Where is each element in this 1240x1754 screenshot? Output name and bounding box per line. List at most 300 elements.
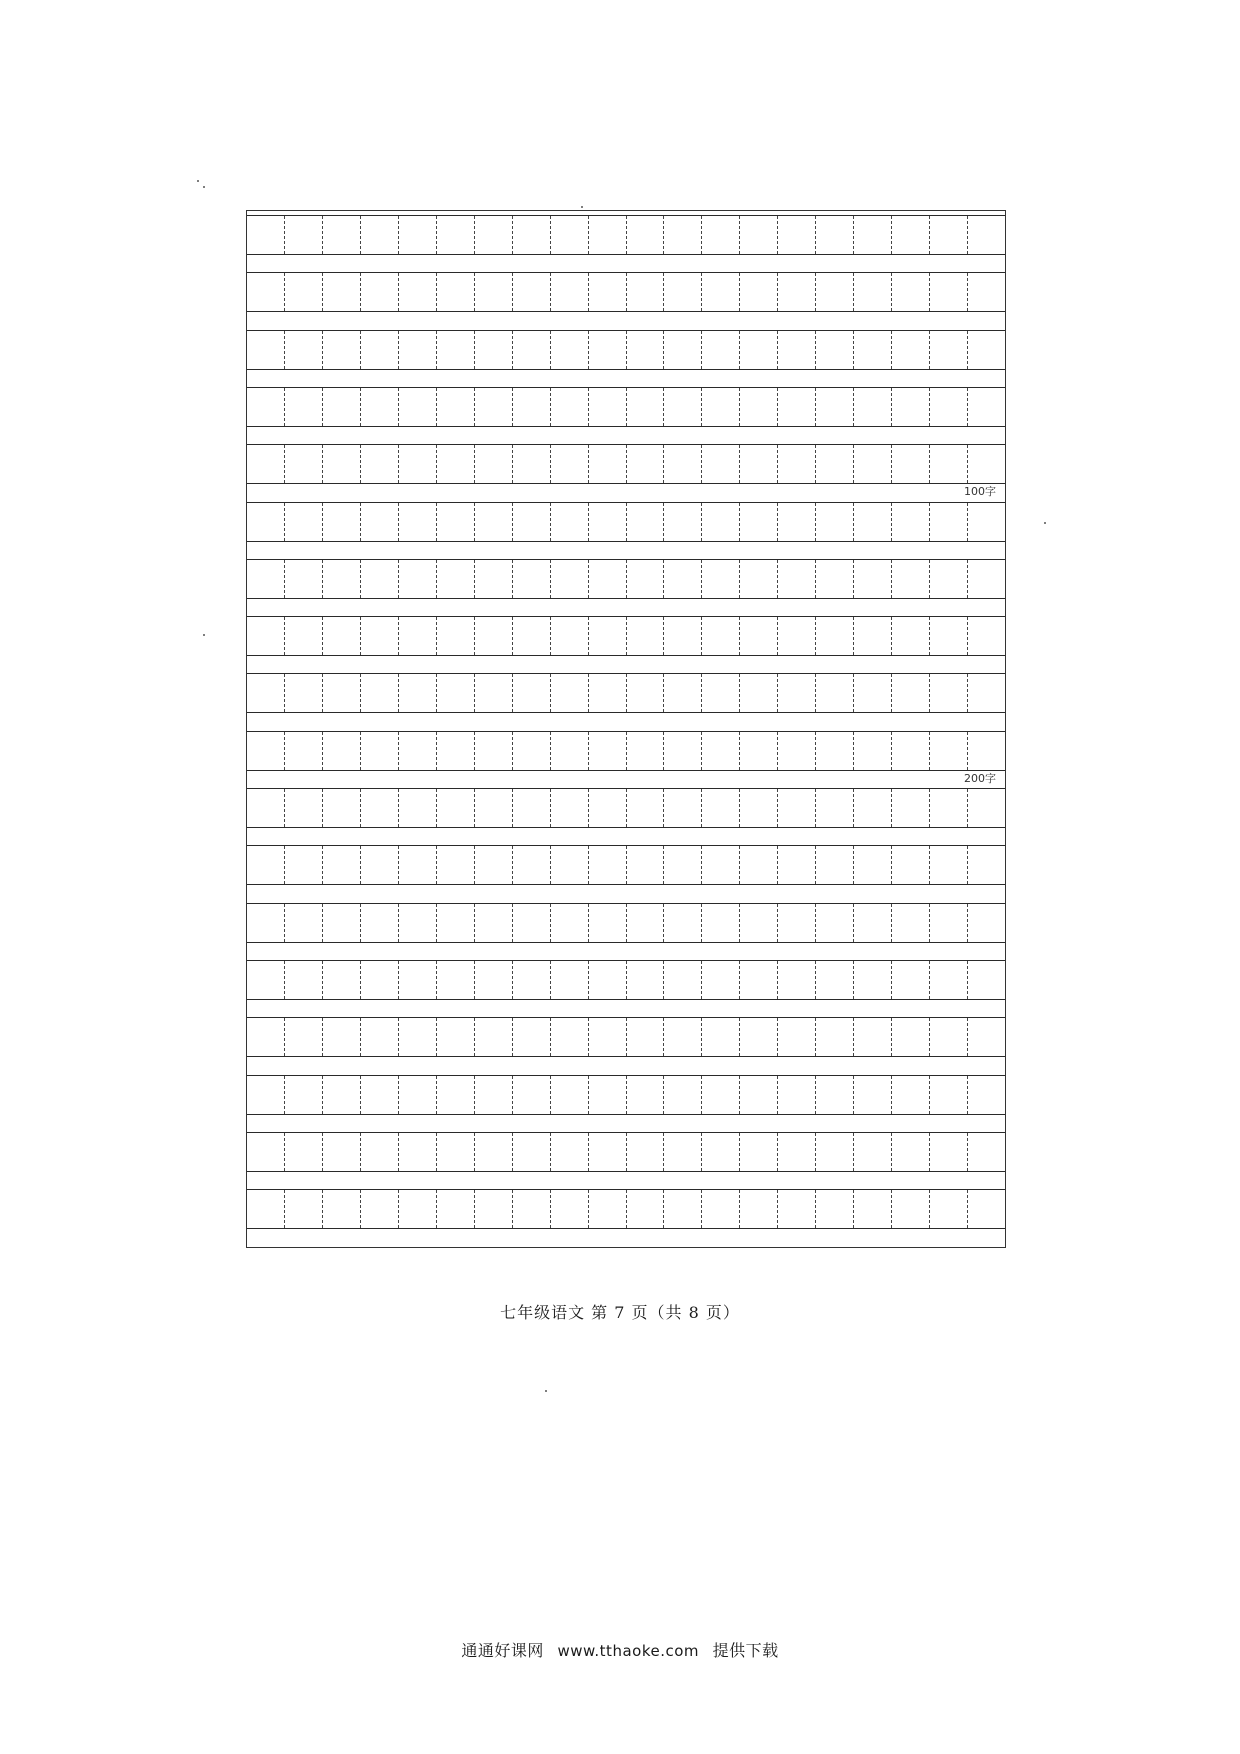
grid-cell[interactable] [816, 1190, 854, 1228]
grid-cell[interactable] [285, 1190, 323, 1228]
grid-cell[interactable] [778, 503, 816, 541]
grid-cell[interactable] [816, 216, 854, 254]
grid-cell[interactable] [247, 560, 285, 598]
grid-cell[interactable] [513, 331, 551, 369]
grid-cell[interactable] [399, 273, 437, 311]
grid-cell[interactable] [664, 388, 702, 426]
grid-cell[interactable] [513, 216, 551, 254]
grid-cell[interactable] [475, 904, 513, 942]
grid-cell[interactable] [437, 732, 475, 770]
grid-cell[interactable] [323, 617, 361, 655]
grid-cell[interactable] [589, 445, 627, 483]
grid-cell[interactable] [664, 1076, 702, 1114]
grid-cell[interactable] [399, 617, 437, 655]
grid-cell[interactable] [475, 732, 513, 770]
grid-cell[interactable] [323, 961, 361, 999]
source-url[interactable]: www.tthaoke.com [557, 1642, 700, 1660]
grid-cell[interactable] [930, 904, 968, 942]
grid-cell[interactable] [968, 216, 1005, 254]
grid-cell[interactable] [285, 1076, 323, 1114]
grid-cell[interactable] [740, 961, 778, 999]
grid-cell[interactable] [854, 216, 892, 254]
grid-cell[interactable] [437, 1190, 475, 1228]
grid-cell[interactable] [551, 388, 589, 426]
grid-cell[interactable] [627, 1133, 665, 1171]
grid-cell[interactable] [399, 1018, 437, 1056]
grid-cell[interactable] [892, 846, 930, 884]
grid-cell[interactable] [475, 789, 513, 827]
grid-cell[interactable] [816, 617, 854, 655]
grid-cell[interactable] [892, 331, 930, 369]
grid-cell[interactable] [664, 445, 702, 483]
grid-cell[interactable] [627, 617, 665, 655]
grid-cell[interactable] [513, 674, 551, 712]
grid-cell[interactable] [361, 560, 399, 598]
grid-cell[interactable] [285, 445, 323, 483]
grid-cell[interactable] [361, 1018, 399, 1056]
grid-cell[interactable] [968, 617, 1005, 655]
grid-cell[interactable] [892, 1076, 930, 1114]
grid-cell[interactable] [702, 216, 740, 254]
grid-cell[interactable] [702, 789, 740, 827]
grid-cell[interactable] [247, 445, 285, 483]
grid-cell[interactable] [930, 1190, 968, 1228]
grid-cell[interactable] [930, 445, 968, 483]
grid-cell[interactable] [968, 961, 1005, 999]
grid-cell[interactable] [968, 732, 1005, 770]
grid-cell[interactable] [551, 732, 589, 770]
grid-cell[interactable] [399, 789, 437, 827]
grid-cell[interactable] [854, 273, 892, 311]
grid-cell[interactable] [551, 445, 589, 483]
grid-cell[interactable] [589, 1076, 627, 1114]
grid-cell[interactable] [627, 388, 665, 426]
grid-cell[interactable] [778, 273, 816, 311]
grid-cell[interactable] [551, 560, 589, 598]
grid-cell[interactable] [702, 732, 740, 770]
grid-cell[interactable] [968, 1018, 1005, 1056]
grid-cell[interactable] [361, 789, 399, 827]
grid-cell[interactable] [740, 732, 778, 770]
grid-cell[interactable] [968, 445, 1005, 483]
grid-cell[interactable] [285, 1018, 323, 1056]
grid-cell[interactable] [702, 273, 740, 311]
grid-cell[interactable] [361, 1190, 399, 1228]
grid-cell[interactable] [664, 1018, 702, 1056]
grid-cell[interactable] [589, 617, 627, 655]
grid-cell[interactable] [740, 560, 778, 598]
grid-cell[interactable] [854, 904, 892, 942]
grid-cell[interactable] [854, 503, 892, 541]
grid-cell[interactable] [285, 732, 323, 770]
grid-cell[interactable] [702, 1018, 740, 1056]
grid-cell[interactable] [513, 732, 551, 770]
grid-cell[interactable] [437, 331, 475, 369]
grid-cell[interactable] [247, 961, 285, 999]
grid-cell[interactable] [323, 445, 361, 483]
grid-cell[interactable] [627, 961, 665, 999]
grid-cell[interactable] [892, 617, 930, 655]
grid-cell[interactable] [854, 732, 892, 770]
grid-cell[interactable] [323, 846, 361, 884]
grid-cell[interactable] [816, 1076, 854, 1114]
grid-cell[interactable] [892, 1133, 930, 1171]
grid-cell[interactable] [589, 732, 627, 770]
grid-cell[interactable] [513, 789, 551, 827]
grid-cell[interactable] [513, 388, 551, 426]
grid-cell[interactable] [475, 617, 513, 655]
grid-cell[interactable] [892, 273, 930, 311]
grid-cell[interactable] [475, 846, 513, 884]
grid-cell[interactable] [513, 1076, 551, 1114]
grid-cell[interactable] [930, 732, 968, 770]
grid-cell[interactable] [627, 1076, 665, 1114]
grid-cell[interactable] [437, 503, 475, 541]
grid-cell[interactable] [285, 674, 323, 712]
grid-cell[interactable] [664, 216, 702, 254]
grid-cell[interactable] [399, 674, 437, 712]
grid-cell[interactable] [361, 846, 399, 884]
grid-cell[interactable] [361, 904, 399, 942]
grid-cell[interactable] [968, 789, 1005, 827]
grid-cell[interactable] [702, 846, 740, 884]
grid-cell[interactable] [816, 674, 854, 712]
grid-cell[interactable] [475, 445, 513, 483]
grid-cell[interactable] [702, 1190, 740, 1228]
grid-cell[interactable] [513, 617, 551, 655]
grid-cell[interactable] [399, 732, 437, 770]
grid-cell[interactable] [285, 503, 323, 541]
grid-cell[interactable] [551, 617, 589, 655]
grid-cell[interactable] [930, 674, 968, 712]
grid-cell[interactable] [361, 503, 399, 541]
grid-cell[interactable] [968, 1133, 1005, 1171]
grid-cell[interactable] [778, 732, 816, 770]
grid-cell[interactable] [702, 1076, 740, 1114]
grid-cell[interactable] [323, 904, 361, 942]
grid-cell[interactable] [664, 732, 702, 770]
grid-cell[interactable] [323, 560, 361, 598]
grid-cell[interactable] [323, 1076, 361, 1114]
grid-cell[interactable] [513, 503, 551, 541]
grid-cell[interactable] [247, 789, 285, 827]
grid-cell[interactable] [247, 1018, 285, 1056]
grid-cell[interactable] [740, 674, 778, 712]
grid-cell[interactable] [589, 388, 627, 426]
grid-cell[interactable] [892, 388, 930, 426]
grid-cell[interactable] [627, 503, 665, 541]
grid-cell[interactable] [323, 789, 361, 827]
grid-cell[interactable] [892, 1018, 930, 1056]
grid-cell[interactable] [892, 732, 930, 770]
grid-cell[interactable] [589, 846, 627, 884]
grid-cell[interactable] [778, 560, 816, 598]
grid-cell[interactable] [285, 273, 323, 311]
grid-cell[interactable] [323, 273, 361, 311]
grid-cell[interactable] [702, 445, 740, 483]
grid-cell[interactable] [551, 904, 589, 942]
grid-cell[interactable] [740, 904, 778, 942]
grid-cell[interactable] [437, 789, 475, 827]
grid-cell[interactable] [627, 674, 665, 712]
grid-cell[interactable] [361, 961, 399, 999]
grid-cell[interactable] [854, 331, 892, 369]
grid-cell[interactable] [778, 331, 816, 369]
grid-cell[interactable] [247, 1190, 285, 1228]
grid-cell[interactable] [664, 617, 702, 655]
grid-cell[interactable] [664, 1190, 702, 1228]
grid-cell[interactable] [437, 273, 475, 311]
grid-cell[interactable] [664, 904, 702, 942]
grid-cell[interactable] [627, 331, 665, 369]
grid-cell[interactable] [816, 789, 854, 827]
grid-cell[interactable] [437, 1076, 475, 1114]
grid-cell[interactable] [892, 445, 930, 483]
grid-cell[interactable] [589, 1018, 627, 1056]
grid-cell[interactable] [778, 789, 816, 827]
grid-cell[interactable] [247, 617, 285, 655]
grid-cell[interactable] [664, 961, 702, 999]
grid-cell[interactable] [702, 961, 740, 999]
grid-cell[interactable] [778, 674, 816, 712]
grid-cell[interactable] [513, 904, 551, 942]
grid-cell[interactable] [816, 388, 854, 426]
grid-cell[interactable] [854, 846, 892, 884]
grid-cell[interactable] [551, 961, 589, 999]
grid-cell[interactable] [437, 445, 475, 483]
grid-cell[interactable] [702, 560, 740, 598]
grid-cell[interactable] [930, 388, 968, 426]
grid-cell[interactable] [892, 961, 930, 999]
grid-cell[interactable] [437, 1018, 475, 1056]
grid-cell[interactable] [816, 1018, 854, 1056]
grid-cell[interactable] [892, 674, 930, 712]
grid-cell[interactable] [323, 732, 361, 770]
grid-cell[interactable] [437, 216, 475, 254]
grid-cell[interactable] [968, 503, 1005, 541]
grid-cell[interactable] [816, 961, 854, 999]
grid-cell[interactable] [778, 1133, 816, 1171]
grid-cell[interactable] [361, 1133, 399, 1171]
grid-cell[interactable] [664, 331, 702, 369]
grid-cell[interactable] [778, 1190, 816, 1228]
grid-cell[interactable] [551, 1076, 589, 1114]
grid-cell[interactable] [627, 560, 665, 598]
grid-cell[interactable] [740, 273, 778, 311]
grid-cell[interactable] [323, 1018, 361, 1056]
grid-cell[interactable] [816, 560, 854, 598]
grid-cell[interactable] [892, 560, 930, 598]
grid-cell[interactable] [551, 503, 589, 541]
grid-cell[interactable] [323, 503, 361, 541]
grid-cell[interactable] [323, 331, 361, 369]
grid-cell[interactable] [778, 1018, 816, 1056]
grid-cell[interactable] [816, 904, 854, 942]
grid-cell[interactable] [589, 331, 627, 369]
grid-cell[interactable] [968, 1076, 1005, 1114]
grid-cell[interactable] [854, 617, 892, 655]
grid-cell[interactable] [892, 789, 930, 827]
grid-cell[interactable] [854, 388, 892, 426]
grid-cell[interactable] [399, 445, 437, 483]
grid-cell[interactable] [437, 560, 475, 598]
grid-cell[interactable] [323, 1190, 361, 1228]
grid-cell[interactable] [664, 503, 702, 541]
grid-cell[interactable] [475, 1190, 513, 1228]
grid-cell[interactable] [247, 1133, 285, 1171]
grid-cell[interactable] [589, 789, 627, 827]
grid-cell[interactable] [475, 961, 513, 999]
grid-cell[interactable] [399, 846, 437, 884]
grid-cell[interactable] [627, 445, 665, 483]
grid-cell[interactable] [285, 388, 323, 426]
grid-cell[interactable] [399, 216, 437, 254]
grid-cell[interactable] [740, 789, 778, 827]
grid-cell[interactable] [323, 388, 361, 426]
grid-cell[interactable] [702, 503, 740, 541]
grid-cell[interactable] [664, 789, 702, 827]
grid-cell[interactable] [361, 1076, 399, 1114]
grid-cell[interactable] [513, 1018, 551, 1056]
grid-cell[interactable] [399, 1190, 437, 1228]
grid-cell[interactable] [816, 273, 854, 311]
grid-cell[interactable] [627, 1190, 665, 1228]
grid-cell[interactable] [475, 273, 513, 311]
grid-cell[interactable] [285, 216, 323, 254]
grid-cell[interactable] [740, 617, 778, 655]
grid-cell[interactable] [589, 1190, 627, 1228]
grid-cell[interactable] [437, 846, 475, 884]
grid-cell[interactable] [892, 503, 930, 541]
grid-cell[interactable] [627, 732, 665, 770]
grid-cell[interactable] [589, 216, 627, 254]
grid-cell[interactable] [551, 273, 589, 311]
grid-cell[interactable] [285, 789, 323, 827]
grid-cell[interactable] [475, 216, 513, 254]
grid-cell[interactable] [664, 1133, 702, 1171]
grid-cell[interactable] [740, 846, 778, 884]
grid-cell[interactable] [551, 789, 589, 827]
grid-cell[interactable] [740, 503, 778, 541]
grid-cell[interactable] [627, 273, 665, 311]
grid-cell[interactable] [778, 617, 816, 655]
grid-cell[interactable] [513, 273, 551, 311]
grid-cell[interactable] [399, 331, 437, 369]
grid-cell[interactable] [740, 1190, 778, 1228]
grid-cell[interactable] [247, 732, 285, 770]
grid-cell[interactable] [361, 445, 399, 483]
grid-cell[interactable] [778, 846, 816, 884]
grid-cell[interactable] [399, 961, 437, 999]
grid-cell[interactable] [323, 1133, 361, 1171]
grid-cell[interactable] [930, 789, 968, 827]
grid-cell[interactable] [854, 1190, 892, 1228]
grid-cell[interactable] [627, 846, 665, 884]
grid-cell[interactable] [551, 331, 589, 369]
grid-cell[interactable] [285, 904, 323, 942]
grid-cell[interactable] [627, 904, 665, 942]
grid-cell[interactable] [361, 216, 399, 254]
grid-cell[interactable] [361, 273, 399, 311]
grid-cell[interactable] [247, 904, 285, 942]
grid-cell[interactable] [323, 674, 361, 712]
grid-cell[interactable] [740, 1076, 778, 1114]
grid-cell[interactable] [247, 503, 285, 541]
grid-cell[interactable] [589, 503, 627, 541]
grid-cell[interactable] [778, 445, 816, 483]
grid-cell[interactable] [437, 388, 475, 426]
grid-cell[interactable] [399, 560, 437, 598]
grid-cell[interactable] [437, 961, 475, 999]
grid-cell[interactable] [323, 216, 361, 254]
grid-cell[interactable] [285, 846, 323, 884]
grid-cell[interactable] [361, 331, 399, 369]
grid-cell[interactable] [930, 331, 968, 369]
grid-cell[interactable] [399, 904, 437, 942]
grid-cell[interactable] [551, 216, 589, 254]
grid-cell[interactable] [740, 445, 778, 483]
grid-cell[interactable] [361, 388, 399, 426]
grid-cell[interactable] [513, 961, 551, 999]
grid-cell[interactable] [854, 1133, 892, 1171]
grid-cell[interactable] [475, 388, 513, 426]
grid-cell[interactable] [854, 560, 892, 598]
grid-cell[interactable] [627, 789, 665, 827]
grid-cell[interactable] [399, 1076, 437, 1114]
grid-cell[interactable] [816, 732, 854, 770]
grid-cell[interactable] [702, 904, 740, 942]
grid-cell[interactable] [930, 1076, 968, 1114]
grid-cell[interactable] [778, 216, 816, 254]
grid-cell[interactable] [854, 1076, 892, 1114]
grid-cell[interactable] [285, 331, 323, 369]
grid-cell[interactable] [437, 904, 475, 942]
grid-cell[interactable] [551, 674, 589, 712]
grid-cell[interactable] [854, 1018, 892, 1056]
grid-cell[interactable] [551, 1133, 589, 1171]
grid-cell[interactable] [930, 961, 968, 999]
grid-cell[interactable] [892, 216, 930, 254]
grid-cell[interactable] [854, 674, 892, 712]
grid-cell[interactable] [816, 445, 854, 483]
grid-cell[interactable] [475, 674, 513, 712]
grid-cell[interactable] [778, 388, 816, 426]
grid-cell[interactable] [247, 846, 285, 884]
grid-cell[interactable] [968, 331, 1005, 369]
grid-cell[interactable] [664, 674, 702, 712]
grid-cell[interactable] [702, 674, 740, 712]
grid-cell[interactable] [399, 503, 437, 541]
grid-cell[interactable] [475, 1133, 513, 1171]
grid-cell[interactable] [778, 1076, 816, 1114]
grid-cell[interactable] [664, 846, 702, 884]
grid-cell[interactable] [437, 1133, 475, 1171]
grid-cell[interactable] [664, 560, 702, 598]
grid-cell[interactable] [513, 560, 551, 598]
grid-cell[interactable] [740, 1018, 778, 1056]
grid-cell[interactable] [816, 331, 854, 369]
grid-cell[interactable] [247, 273, 285, 311]
grid-cell[interactable] [930, 216, 968, 254]
grid-cell[interactable] [968, 560, 1005, 598]
grid-cell[interactable] [816, 846, 854, 884]
grid-cell[interactable] [968, 388, 1005, 426]
grid-cell[interactable] [247, 331, 285, 369]
grid-cell[interactable] [361, 617, 399, 655]
grid-cell[interactable] [968, 273, 1005, 311]
grid-cell[interactable] [399, 1133, 437, 1171]
grid-cell[interactable] [247, 1076, 285, 1114]
